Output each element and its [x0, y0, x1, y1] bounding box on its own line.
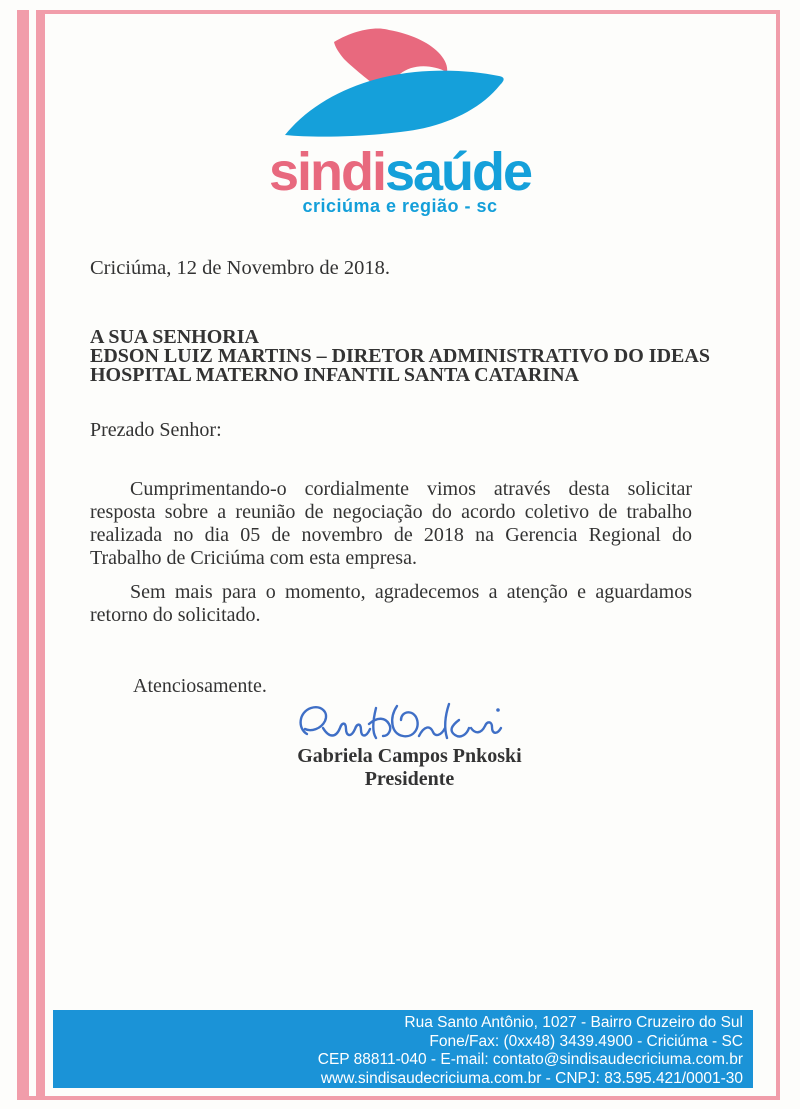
body-paragraph: Sem mais para o momento, agradecemos a atenção e aguardamos retorno do solicitado.: [90, 581, 692, 626]
footer-email-line: CEP 88811-040 - E-mail: contato@sindisaudecriciuma.com.br: [317, 1051, 743, 1068]
recipient-block: [90, 328, 710, 385]
frame-bottom-line: [17, 1096, 780, 1100]
signer-title: Presidente: [364, 768, 455, 790]
brand-wordmark-suffix: saúde: [384, 142, 532, 202]
recipient-line: EDSON LUIZ MARTINS – DIRETOR ADMINISTRATIVO DO IDEAS: [90, 345, 710, 367]
recipient-line: A SUA SENHORIA: [90, 326, 259, 348]
frame-top-line: [36, 10, 780, 14]
sindisaude-swoosh-logo-icon: [279, 27, 507, 139]
body-paragraph: Cumprimentando-o cordialmente vimos através desta solicitar resposta sobre a reunião de negociação do acordo coletivo de trabalho realizada no dia 05 de novembro de 2018 na Gerencia Regional do Trabalho de Criciúma com esta empresa.: [90, 478, 692, 569]
footer-phone-line: Fone/Fax: (0xx48) 3439.4900 - Criciúma - SC: [429, 1032, 743, 1050]
brand-wordmark: [0, 142, 800, 202]
footer-contact-bar: [53, 1010, 753, 1088]
recipient-line: HOSPITAL MATERNO INFANTIL SANTA CATARINA: [90, 364, 579, 386]
signer-name: Gabriela Campos Pnkoski: [297, 745, 522, 767]
brand-tagline: criciúma e região - sc: [302, 196, 498, 216]
footer-address-line: Rua Santo Antônio, 1027 - Bairro Cruzeiro do Sul: [404, 1014, 743, 1031]
letter-date: Criciúma, 12 de Novembro de 2018.: [90, 257, 391, 279]
footer-website-line: www.sindisaudecriciuma.com.br - CNPJ: 83.595.421/0001-30: [320, 1069, 743, 1087]
closing-line: Atenciosamente.: [133, 675, 267, 697]
brand-wordmark-prefix: sindi: [268, 142, 385, 202]
salutation: Prezado Senhor:: [90, 419, 222, 441]
